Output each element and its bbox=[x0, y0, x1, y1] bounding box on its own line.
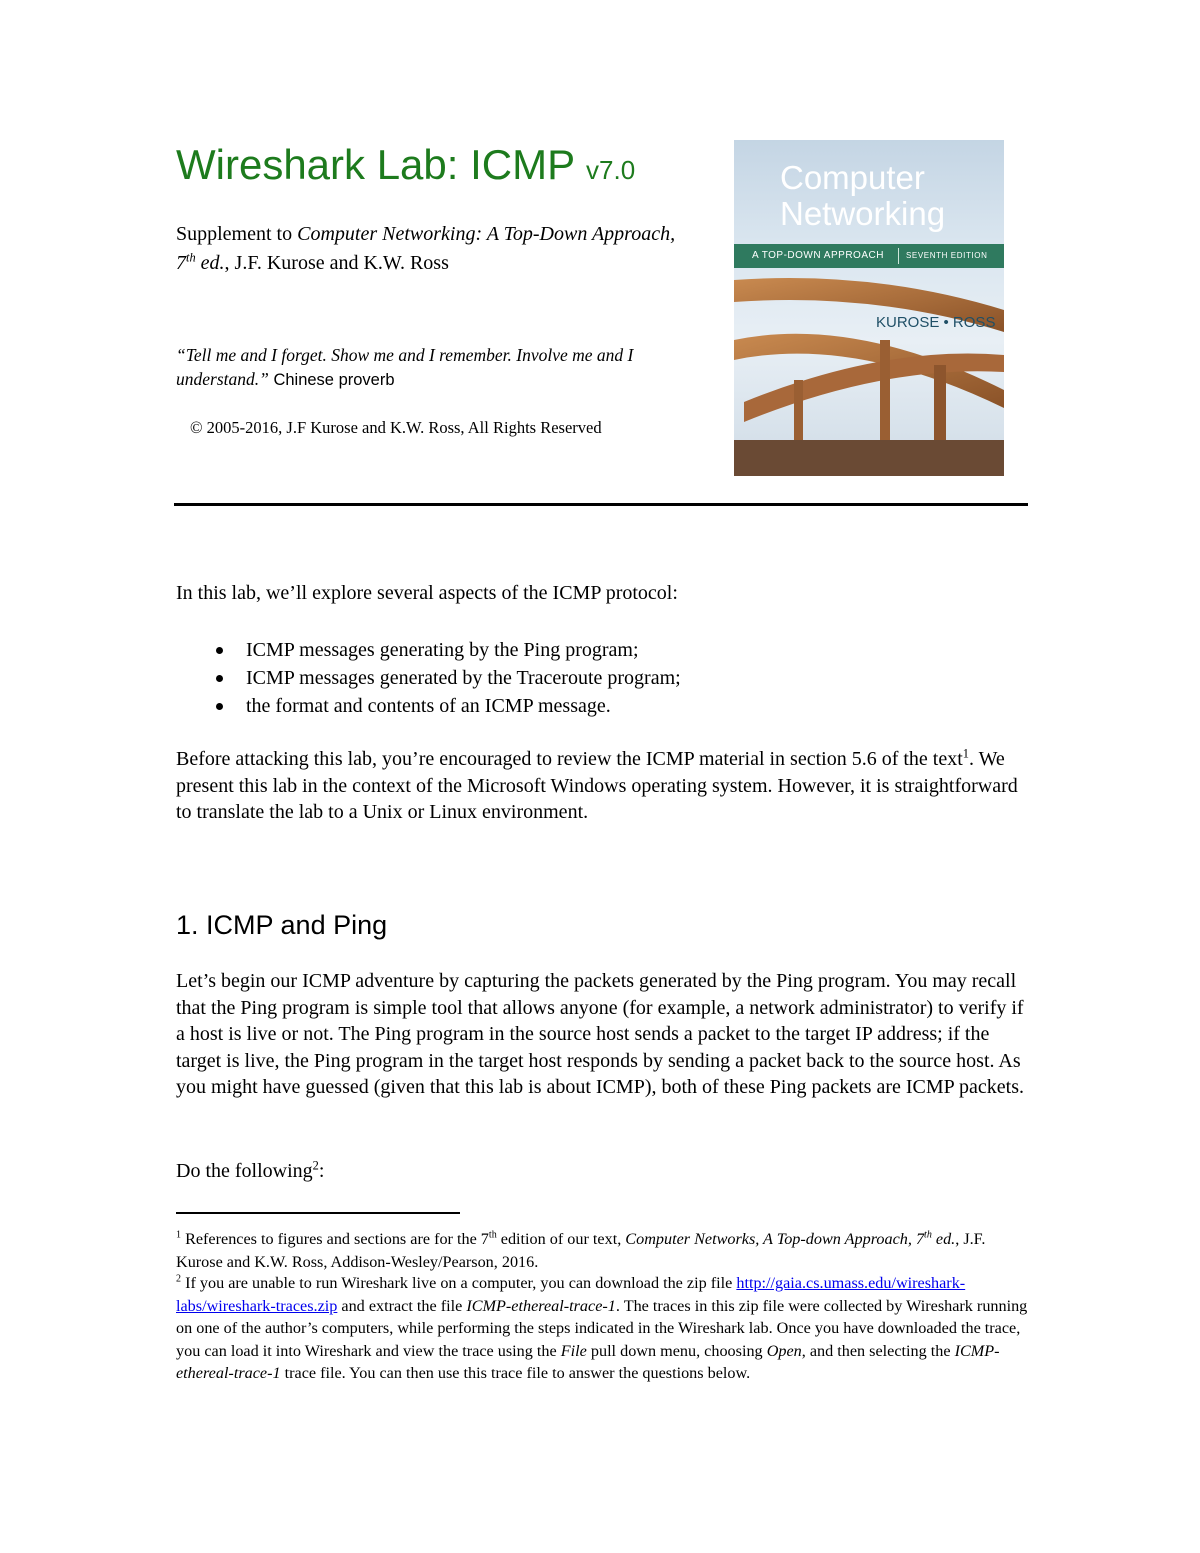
fn1-book-sup: th bbox=[924, 1229, 932, 1241]
fn2-file: ICMP-ethereal-trace-1 bbox=[466, 1296, 616, 1315]
bullet-icon bbox=[216, 675, 223, 682]
supplement-line bbox=[176, 220, 696, 278]
book-title: Computer Networking: A Top-Down Approach, 7 bbox=[176, 223, 676, 274]
list-item bbox=[176, 664, 1026, 692]
cover-separator bbox=[898, 248, 899, 264]
book-authors: , J.F. Kurose and K.W. Ross bbox=[224, 252, 449, 274]
footnote-ref-1[interactable]: 1 bbox=[962, 746, 969, 761]
edition-suffix: ed. bbox=[195, 252, 225, 274]
fn1-text2: edition of our text, bbox=[496, 1230, 626, 1248]
fn2-text1: If you are unable to run Wireshark live on a computer, you can download the zip file bbox=[181, 1274, 737, 1292]
intro-paragraph: In this lab, we’ll explore several aspects of the ICMP protocol: bbox=[176, 582, 678, 604]
para1-after: . We present this lab in the context of the Microsoft Windows operating system. However, it is straightforward to translate the lab to a Unix or Linux environment. bbox=[176, 748, 1018, 823]
fn2-text5: , and then selecting the bbox=[801, 1341, 955, 1360]
fn1-sup: th bbox=[488, 1229, 497, 1241]
do-following-line bbox=[176, 1158, 1031, 1185]
edition-sup: th bbox=[186, 250, 196, 265]
list-item bbox=[176, 692, 1026, 720]
book-cover-image bbox=[734, 140, 1004, 476]
quote-attribution: Chinese proverb bbox=[268, 371, 395, 389]
footnote-1-number: 1 bbox=[176, 1229, 182, 1241]
cover-subtitle: A TOP-DOWN APPROACH bbox=[752, 250, 884, 261]
footnote-1 bbox=[176, 1228, 1031, 1273]
list-item-text: the format and contents of an ICMP message. bbox=[246, 695, 611, 717]
list-item bbox=[176, 636, 1026, 664]
footnote-2 bbox=[176, 1272, 1031, 1385]
supplement-prefix: Supplement to bbox=[176, 223, 298, 245]
fn2-text4: pull down menu, choosing bbox=[586, 1341, 767, 1360]
aspects-list bbox=[176, 636, 1026, 720]
section-heading: 1. ICMP and Ping bbox=[176, 910, 388, 940]
lab-title-text: Wireshark Lab: ICMP bbox=[176, 141, 575, 188]
prerequisite-paragraph bbox=[176, 746, 1031, 826]
header-divider bbox=[174, 503, 1028, 506]
proverb-quote bbox=[176, 343, 706, 392]
list-item-text: ICMP messages generating by the Ping program; bbox=[246, 639, 639, 661]
lab-version: v7.0 bbox=[586, 155, 636, 185]
footnote-ref-2[interactable]: 2 bbox=[312, 1158, 319, 1173]
ping-paragraph: Let’s begin our ICMP adventure by capturing the packets generated by the Ping program. You may recall that the Ping program is simple tool that allows anyone (for example, a network administrator) to verify if a host is live or not. The Ping program in the source host sends a packet to the target IP address; if the target is live, the Ping program in the target host responds by sending a packet back to the source host. As you might have guessed (given that this lab is about ICMP), both of these Ping packets are ICMP packets. bbox=[176, 970, 1025, 1098]
fn2-menu: File bbox=[560, 1341, 587, 1360]
footnote-divider bbox=[176, 1212, 460, 1214]
fn2-file2: ICMP-ethereal-trace-1 bbox=[176, 1341, 1000, 1383]
traces-download-link[interactable]: http://gaia.cs.umass.edu/wireshark-labs/wireshark-traces.zip bbox=[176, 1274, 966, 1315]
do-following-text: Do the following bbox=[176, 1160, 313, 1182]
cover-edition: SEVENTH EDITION bbox=[906, 251, 988, 260]
bullet-icon bbox=[216, 647, 223, 654]
cover-authors: KUROSE • ROSS bbox=[876, 314, 996, 331]
quote-text: “Tell me and I forget. Show me and I remember. Involve me and I understand.” bbox=[176, 345, 634, 389]
bullet-icon bbox=[216, 703, 223, 710]
fn2-text2: and extract the file bbox=[337, 1296, 467, 1315]
fn2-text3: . The traces in this zip file were collected by Wireshark running on one of the author’s computers, while performing the steps indicated in the Wireshark lab. Once you have downloaded the trace, you can load it into Wireshark and view the trace using the bbox=[176, 1296, 1028, 1360]
fn1-text3: , J.F. Kurose and K.W. Ross, Addison-Wesley/Pearson, 2016. bbox=[176, 1230, 986, 1271]
fn1-book-title: Computer Networks, A Top-down Approach, 7 bbox=[625, 1230, 925, 1248]
cover-title-line1: Computer bbox=[780, 159, 925, 196]
copyright-notice: © 2005-2016, J.F Kurose and K.W. Ross, All Rights Reserved bbox=[190, 418, 602, 437]
lab-title bbox=[176, 140, 635, 195]
do-following-colon: : bbox=[318, 1160, 325, 1182]
fn1-book-edition: ed. bbox=[931, 1230, 956, 1248]
footnote-2-number: 2 bbox=[176, 1273, 182, 1285]
fn2-open: Open bbox=[766, 1341, 802, 1360]
para1-before: Before attacking this lab, you’re encouraged to review the ICMP material in section 5.6 of the text bbox=[176, 748, 963, 770]
cover-title-line2: Networking bbox=[780, 195, 946, 232]
cover-title bbox=[780, 160, 945, 232]
fn1-text1: References to figures and sections are for the 7 bbox=[181, 1230, 489, 1248]
fn2-text6: trace file. You can then use this trace file to answer the questions below. bbox=[280, 1364, 751, 1383]
list-item-text: ICMP messages generated by the Traceroute program; bbox=[246, 667, 681, 689]
